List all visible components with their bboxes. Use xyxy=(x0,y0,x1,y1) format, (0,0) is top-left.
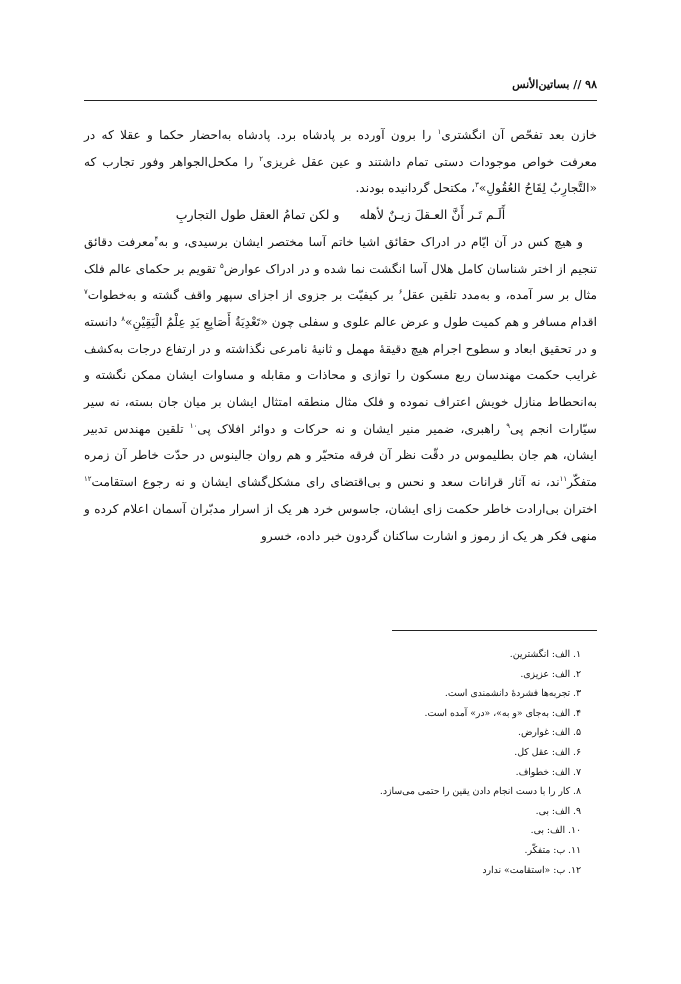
footnote-item: ۴. الف: به‌جای «و به»، «در» آمده است. xyxy=(424,707,581,719)
footnote-item: ۱. الف: انگشترین. xyxy=(509,649,581,660)
footnote-item: ۱۲. ب: «استقامت» ندارد xyxy=(482,864,581,876)
footnote-item: ۲. الف: عزیزی. xyxy=(520,668,581,680)
footnote-item: ۶. الف: عقل کل. xyxy=(514,746,581,758)
footnote-divider xyxy=(392,630,597,631)
footnote-item: ۳. تجربه‌ها فشردهٔ دانشمندی است. xyxy=(444,688,581,700)
main-text xyxy=(84,122,597,549)
header-divider xyxy=(84,100,597,101)
paragraph-2: و هیچ کس در آن ایّام در ادراک حقائق اشیا خاتم آسا مختصر ایشان برسیدی، و به$^۴$معرفت دقائق تنجیم از اختر شناسان کامل هلال آسا انگشت نما شده و در ادراک عوارض$^۵$ تقویم بر حکمای عالم فلک مثال بر سر آمده، و به‌مدد تلقین عقل$^۶$ بر کیفیّت بر جزوی از اجزای سپهر واقف گشته و به‌خطوات$^۷$ اقدام مسافر و هم کمیت طول و عرض عالم علوی و سفلی چون «تَعْدِیَةُ أَصَابِعِ یَدِ عِلْمُ الْیَقِیْنِ»$^۸$ دانسته و در تحقیق ابعاد و سطوح اجرام هیچ دقیقهٔ مهمل و ثانیهٔ نامرعی نگذاشته و در ارتفاع درجات به‌کشف غرایب حکمت مهندسان ربع مسکون را توازی و محاذات و مقابله و مساوات ایشان ممکن نگشته و به‌انحطاط منازل خویش اعتراف نموده و فلک مثال منطقه امتثال ایشان بر میان جان بسته، نه سیر سیّارات انجم پی$^۹$ راهبری، ضمیر منیر ایشان و نه حرکات و دوائر افلاک پی$^{۱۰}$ تلقین مهندس تدبیر ایشان، هم جان بطلیموس در دقّت نظر آن فرقه متحیّر و هم روان جالینوس در حدّت خاطر آن زمره متفکّر$^{۱۱}$ند، نه آثار قرانات سعد و نحس و بی‌اقتضای رای مشکل‌گشای ایشان و نه رجوع استقامت$^{۱۲}$ اختران بی‌ارادت خاطر حکمت زای ایشان، جاسوس خرد هر یک از اسرار مدبّران آسمان اعلام کرده و منهی فکر هر یک از رموز و اشارت ساکنان گردون خبر داده، خسرو xyxy=(84,234,598,543)
footnote-item: ۷. الف: خطواف. xyxy=(515,766,581,778)
verse-hemistich-left: و لکن تمامُ العقل طول التجاربِ xyxy=(175,207,340,223)
page-number-title: ۹۸ // بساتین‌الأنس xyxy=(512,78,597,91)
footnote-item: ۵. الف: غوارض. xyxy=(518,727,581,739)
footnotes-list xyxy=(84,645,581,880)
paragraph-1: خازن بعد تفحّص آن انگشتری$^۱$ را برون آورده بر پادشاه برد. پادشاه به‌احضار حکما و عقلا که در معرفت خواص موجودات دستی تمام داشتند و عین عقل غریزی$^۲$ را مکحل‌الجواهر وفور تجارب که «التَّجارِبُ لِقَاحُ العُقُولِ»$^۳$، مکتحل گردانیده بودند. xyxy=(84,127,598,196)
verse-hemistich-right: أَلَـم تَـر أَنَّ العـقلَ زیـنٌ لأهله xyxy=(359,207,506,223)
footnote-item: ۱۱. ب: متفکّر. xyxy=(524,844,581,856)
footnote-item: ۸. کار را با دست انجام دادن یقین را حتمی می‌سازد. xyxy=(379,786,581,798)
page-header xyxy=(84,78,597,98)
footnote-item: ۹. الف: بی. xyxy=(535,805,581,817)
footnote-item: ۱۰. الف: بی. xyxy=(530,825,581,837)
verse-line xyxy=(84,202,597,229)
